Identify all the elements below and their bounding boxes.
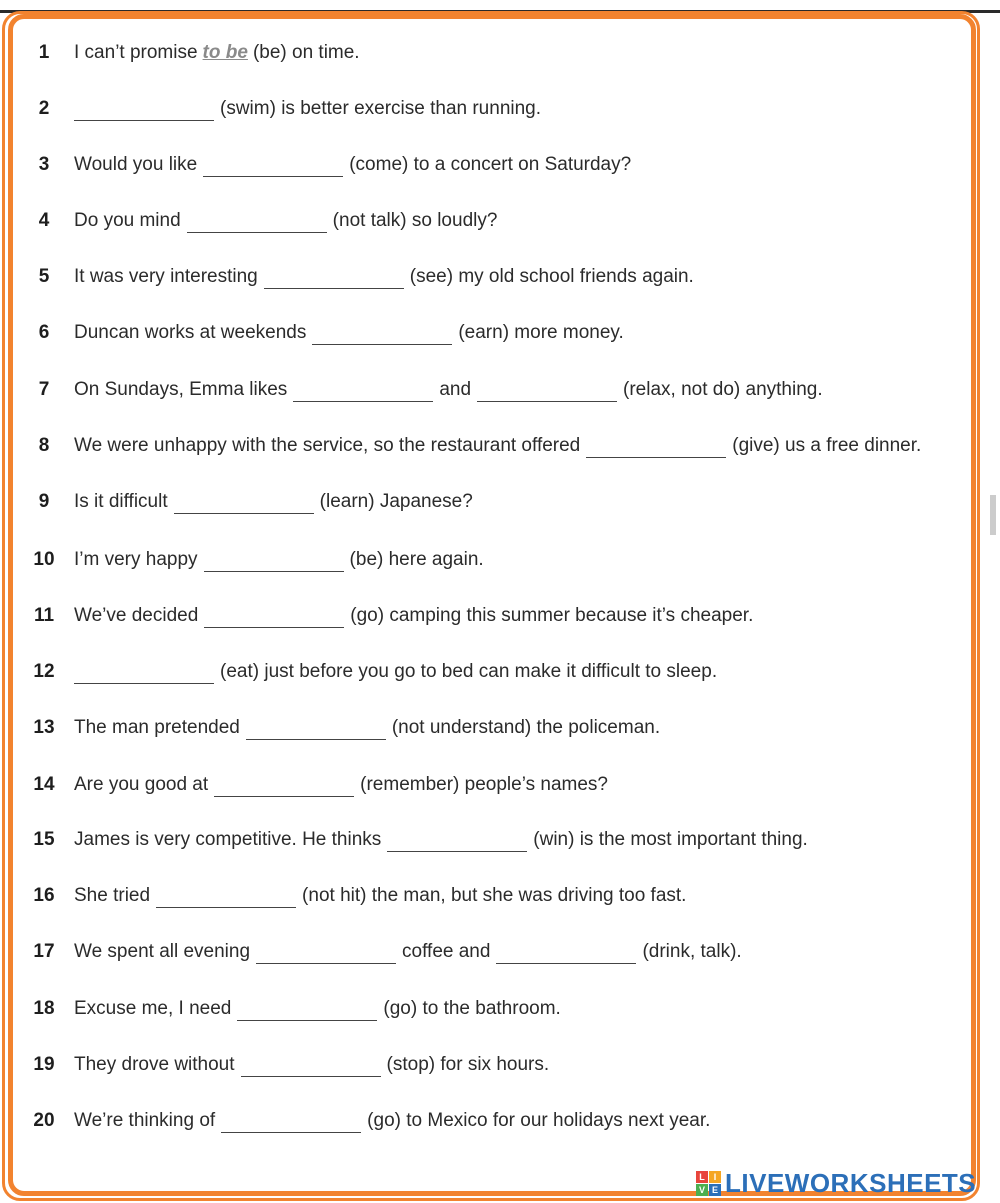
item-text-before: Do you mind bbox=[74, 210, 181, 231]
item-text-before: I can’t promise bbox=[74, 42, 198, 63]
answer-blank[interactable] bbox=[241, 1054, 381, 1077]
item-text-before: On Sundays, Emma likes bbox=[74, 379, 288, 400]
exercise-item bbox=[28, 375, 823, 405]
item-number: 5 bbox=[38, 266, 50, 287]
item-text-after: (not talk) so loudly? bbox=[332, 210, 498, 231]
answer-blank[interactable] bbox=[312, 322, 452, 345]
item-text-after: (not understand) the policeman. bbox=[391, 717, 661, 738]
exercise-item bbox=[28, 431, 921, 461]
answer-blank[interactable] bbox=[264, 266, 404, 289]
item-text-after: (go) to the bathroom. bbox=[383, 998, 561, 1019]
logo-letter: V bbox=[696, 1184, 708, 1196]
exercise-item bbox=[28, 545, 484, 575]
item-text-after: (be) on time. bbox=[252, 42, 360, 63]
item-number: 15 bbox=[33, 829, 55, 850]
exercise-item bbox=[28, 487, 473, 517]
exercise-item bbox=[28, 881, 686, 911]
item-number: 16 bbox=[33, 885, 55, 906]
item-text-after: (go) to Mexico for our holidays next year. bbox=[367, 1110, 711, 1131]
answer-blank[interactable] bbox=[174, 491, 314, 514]
item-text-after: (eat) just before you go to bed can make it difficult to sleep. bbox=[220, 661, 718, 682]
item-text-before: She tried bbox=[74, 885, 151, 906]
item-text-before: We’re thinking of bbox=[74, 1110, 216, 1131]
item-text-before: Is it difficult bbox=[74, 491, 168, 512]
item-number: 12 bbox=[33, 661, 55, 682]
answer-blank[interactable] bbox=[204, 549, 344, 572]
item-text-after: (go) camping this summer because it’s cheaper. bbox=[350, 605, 754, 626]
exercise-item bbox=[28, 1050, 549, 1080]
item-number: 6 bbox=[38, 322, 50, 343]
item-text-after: (remember) people’s names? bbox=[360, 774, 608, 795]
item-text-before: We’ve decided bbox=[74, 605, 199, 626]
answer-blank[interactable] bbox=[221, 1110, 361, 1133]
item-number: 8 bbox=[38, 435, 50, 456]
answer-blank[interactable] bbox=[293, 379, 433, 402]
example-answer: to be bbox=[202, 42, 248, 63]
item-text-before: The man pretended bbox=[74, 717, 240, 738]
exercise-item bbox=[28, 1106, 710, 1136]
logo-letter: I bbox=[709, 1171, 721, 1183]
item-text-after: (be) here again. bbox=[349, 549, 484, 570]
item-number: 3 bbox=[38, 154, 50, 175]
answer-blank[interactable] bbox=[156, 885, 296, 908]
item-number: 18 bbox=[33, 998, 55, 1019]
exercise-item bbox=[28, 150, 631, 180]
answer-blank[interactable] bbox=[477, 379, 617, 402]
exercise-item bbox=[28, 94, 541, 124]
item-text-before: James is very competitive. He thinks bbox=[74, 829, 382, 850]
logo-text: LIVEWORKSHEETS bbox=[725, 1167, 977, 1198]
item-number: 13 bbox=[33, 717, 55, 738]
item-text-before: Excuse me, I need bbox=[74, 998, 232, 1019]
exercise-item bbox=[28, 657, 717, 687]
item-text-middle: and bbox=[439, 379, 472, 400]
answer-blank[interactable] bbox=[74, 661, 214, 684]
item-text-before: They drove without bbox=[74, 1054, 235, 1075]
exercise-item bbox=[28, 318, 624, 348]
item-text-before: We spent all evening bbox=[74, 941, 251, 962]
item-number: 9 bbox=[38, 491, 50, 512]
exercise-item bbox=[28, 770, 608, 800]
item-text-before: We were unhappy with the service, so the restaurant offered bbox=[74, 435, 581, 456]
item-number: 20 bbox=[33, 1110, 55, 1131]
item-number: 7 bbox=[38, 379, 50, 400]
item-text-after: (win) is the most important thing. bbox=[533, 829, 808, 850]
item-text-after: (learn) Japanese? bbox=[319, 491, 473, 512]
answer-blank[interactable] bbox=[74, 98, 214, 121]
item-text-after: (earn) more money. bbox=[458, 322, 624, 343]
item-text-after: (stop) for six hours. bbox=[386, 1054, 550, 1075]
item-text-after: (drink, talk). bbox=[642, 941, 742, 962]
item-number: 11 bbox=[33, 605, 55, 626]
item-number: 1 bbox=[38, 42, 50, 63]
exercise-item bbox=[28, 601, 753, 631]
answer-blank[interactable] bbox=[387, 829, 527, 852]
item-text-after: (give) us a free dinner. bbox=[732, 435, 922, 456]
answer-blank[interactable] bbox=[246, 717, 386, 740]
answer-blank[interactable] bbox=[237, 998, 377, 1021]
item-number: 19 bbox=[33, 1054, 55, 1075]
item-text-after: (see) my old school friends again. bbox=[409, 266, 694, 287]
item-number: 17 bbox=[33, 941, 55, 962]
logo-mark-icon bbox=[696, 1171, 721, 1196]
item-text-before: I’m very happy bbox=[74, 549, 198, 570]
answer-blank[interactable] bbox=[586, 435, 726, 458]
logo-letter: E bbox=[709, 1184, 721, 1196]
answer-blank[interactable] bbox=[203, 154, 343, 177]
liveworksheets-logo[interactable] bbox=[696, 1168, 976, 1198]
item-text-middle: coffee and bbox=[402, 941, 491, 962]
side-scroll-mark bbox=[990, 495, 996, 535]
answer-blank[interactable] bbox=[256, 941, 396, 964]
exercise-item bbox=[28, 713, 660, 743]
item-text-before: It was very interesting bbox=[74, 266, 258, 287]
item-number: 14 bbox=[33, 774, 55, 795]
item-number: 10 bbox=[33, 549, 55, 570]
answer-blank[interactable] bbox=[214, 774, 354, 797]
exercise-item bbox=[28, 937, 742, 967]
item-text-before: Duncan works at weekends bbox=[74, 322, 307, 343]
exercise-item bbox=[28, 262, 694, 292]
exercise-item bbox=[28, 38, 360, 68]
item-number: 2 bbox=[38, 98, 50, 119]
answer-blank[interactable] bbox=[187, 210, 327, 233]
item-text-before: Are you good at bbox=[74, 774, 209, 795]
exercise-item bbox=[28, 994, 561, 1024]
item-text-after: (come) to a concert on Saturday? bbox=[349, 154, 632, 175]
item-text-after: (swim) is better exercise than running. bbox=[220, 98, 542, 119]
exercise-item bbox=[28, 206, 497, 236]
item-text-after: (not hit) the man, but she was driving too fast. bbox=[302, 885, 687, 906]
item-number: 4 bbox=[38, 210, 50, 231]
answer-blank[interactable] bbox=[496, 941, 636, 964]
logo-letter: L bbox=[696, 1171, 708, 1183]
item-text-before: Would you like bbox=[74, 154, 198, 175]
item-text-after: (relax, not do) anything. bbox=[623, 379, 823, 400]
answer-blank[interactable] bbox=[204, 605, 344, 628]
exercise-item bbox=[28, 825, 808, 855]
